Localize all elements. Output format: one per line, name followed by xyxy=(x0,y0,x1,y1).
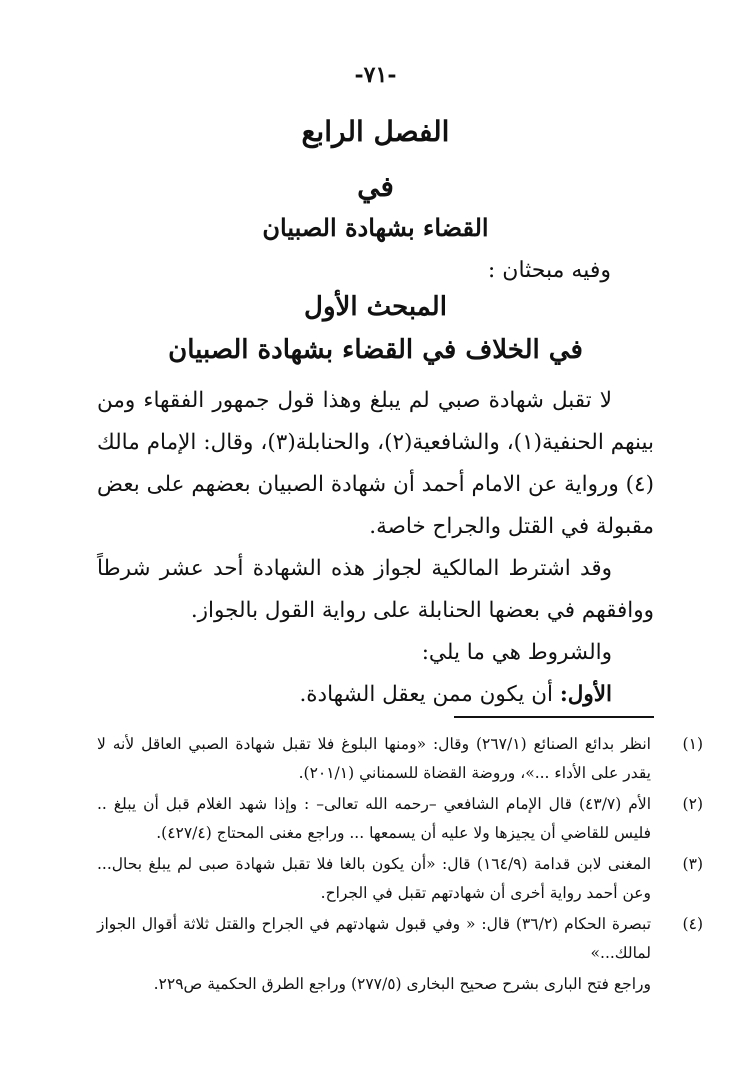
footnote-number: (٣) xyxy=(682,855,703,873)
paragraph: وقد اشترط المالكية لجواز هذه الشهادة أحد عشر شرطاً ووافقهم في بعضها الحنابلة على رواية القول بالجواز. xyxy=(97,556,654,623)
page-number: -٧١- xyxy=(354,62,397,88)
footnote xyxy=(97,790,703,848)
footnotes xyxy=(97,730,703,999)
footnote-number: (٤) xyxy=(682,915,703,933)
footnote-text: تبصرة الحكام (٣٦/٢) قال: « وفي قبول شهادتهم في الجراح والقتل ثلاثة أقوال الجواز لمالك...» xyxy=(97,915,652,962)
footnote-continuation: وراجع فتح البارى بشرح صحيح البخارى (٢٧٧/٥) وراجع الطرق الحكمية ص٢٢٩. xyxy=(153,975,651,993)
footnote xyxy=(97,850,703,908)
footnote-text: المغنى لابن قدامة (١٦٤/٩) قال: «أن يكون بالغا فلا تقبل شهادة صبى لم يبلغ بحال... وعن أحمد رواية أخرى أن شهادتهم تقبل في الجراح. xyxy=(97,855,651,902)
section-title: المبحث الأول xyxy=(304,292,447,322)
paragraph: لا تقبل شهادة صبي لم يبلغ وهذا قول جمهور الفقهاء ومن بينهم الحنفية(١)، والشافعية(٢)، والحنابلة(٣)، وقال: الإمام مالك (٤) ورواية عن الامام أحمد أن شهادة الصبيان بعضهم على بعض مقبولة في القتل والجراح خاصة. xyxy=(97,388,654,539)
footnote xyxy=(97,730,703,788)
footnote xyxy=(97,910,703,968)
first-condition xyxy=(97,674,654,716)
section-subtitle: في الخلاف في القضاء بشهادة الصبيان xyxy=(168,335,583,365)
paragraph: والشروط هي ما يلي: xyxy=(421,640,612,665)
chapter-title: الفصل الرابع xyxy=(301,115,450,148)
footnote-text: انظر بدائع الصنائع (٢٦٧/١) وقال: «ومنها البلوغ فلا تقبل شهادة الصبي العاقل لأنه لا يقدر على الأداء ...»، وروضة القضاة للسمناني (٢٠١/١). xyxy=(97,735,651,782)
condition-label: الأول: xyxy=(559,682,612,707)
chapter-subject: القضاء بشهادة الصبيان xyxy=(262,213,489,242)
footnote-divider xyxy=(454,716,654,718)
condition-text: أن يكون ممن يعقل الشهادة. xyxy=(299,682,560,707)
body-text xyxy=(97,380,654,716)
footnote-number: (٢) xyxy=(682,795,703,813)
footnote-number: (١) xyxy=(682,735,703,753)
footnote-text: الأم (٤٣/٧) قال الإمام الشافعي –رحمه الله تعالى– : وإذا شهد الغلام قبل أن يبلغ .. فليس للقاضي أن يجيزها ولا عليه أن يسمعها ... وراجع مغنى المحتاج (٤٢٧/٤). xyxy=(97,795,651,842)
intro-line: وفيه مبحثان : xyxy=(487,258,611,283)
chapter-fi: في xyxy=(357,170,394,203)
